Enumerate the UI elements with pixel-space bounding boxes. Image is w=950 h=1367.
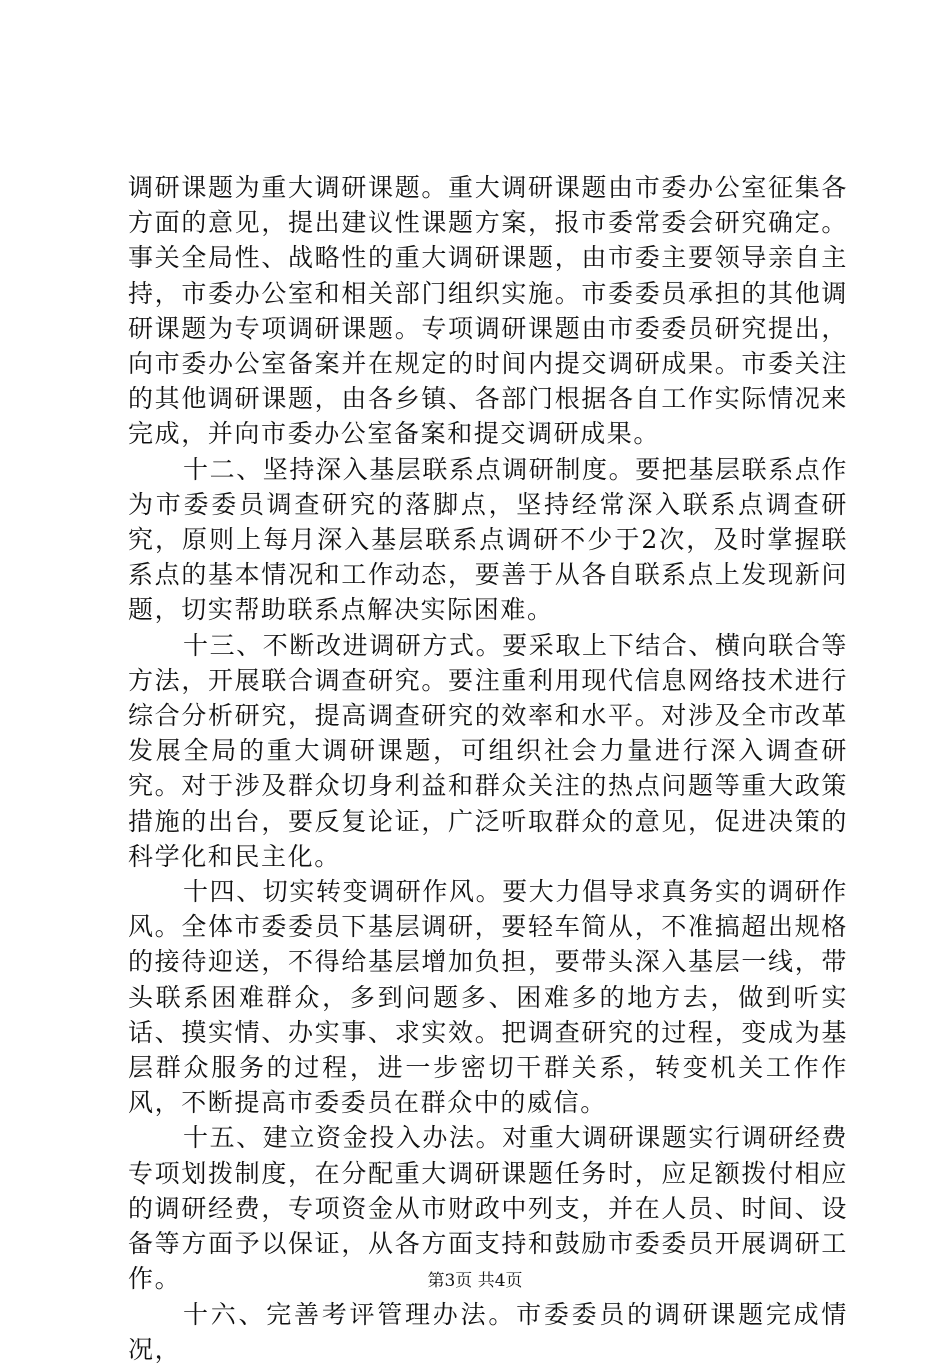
paragraph-item-15: 十五、建立资金投入办法。对重大调研课题实行调研经费专项划拨制度，在分配重大调研课题任务时，应足额拨付相应的调研经费，专项资金从市财政中列支，并在人员、时间、设备等方面予以保证，从各方面支持和鼓励市委委员开展调研工作。	[128, 1123, 849, 1294]
paragraph-item-13: 十三、不断改进调研方式。要采取上下结合、横向联合等方法，开展联合调查研究。要注重利用现代信息网络技术进行综合分析研究，提高调查研究的效率和水平。对涉及全市改革发展全局的重大调研课题，可组织社会力量进行深入调查研究。对于涉及群众切身利益和群众关注的热点问题等重大政策措施的出台，要反复论证，广泛听取群众的意见，促进决策的科学化和民主化。	[128, 630, 849, 871]
page-footer	[0, 1270, 950, 1292]
paragraph-item-14: 十四、切实转变调研作风。要大力倡导求真务实的调研作风。全体市委委员下基层调研，要轻车简从，不准搞超出规格的接待迎送，不得给基层增加负担，要带头深入基层一线，带头联系困难群众，多到问题多、困难多的地方去，做到听实话、摸实情、办实事、求实效。把调查研究的过程，变成为基层群众服务的过程，进一步密切干群关系，转变机关工作作风，不断提高市委委员在群众中的威信。	[128, 877, 849, 1118]
paragraph-item-16: 十六、完善考评管理办法。市委委员的调研课题完成情况，	[128, 1299, 848, 1364]
paragraph-continuation: 调研课题为重大调研课题。重大调研课题由市委办公室征集各方面的意见，提出建议性课题方案，报市委常委会研究确定。事关全局性、战略性的重大调研课题，由市委主要领导亲自主持，市委办公室和相关部门组织实施。市委委员承担的其他调研课题为专项调研课题。专项调研课题由市委委员研究提出，向市委办公室备案并在规定的时间内提交调研成果。市委关注的其他调研课题，由各乡镇、各部门根据各自工作实际情况来完成，并向市委办公室备案和提交调研成果。	[128, 173, 848, 449]
page-number: 第3页 共4页	[427, 1271, 523, 1291]
document-body	[128, 170, 848, 1367]
paragraph-item-12: 十二、坚持深入基层联系点调研制度。要把基层联系点作为市委委员调查研究的落脚点，坚持经常深入联系点调查研究，原则上每月深入基层联系点调研不少于2次，及时掌握联系点的基本情况和工作动态，要善于从各自联系点上发现新问题，切实帮助联系点解决实际困难。	[128, 454, 849, 625]
